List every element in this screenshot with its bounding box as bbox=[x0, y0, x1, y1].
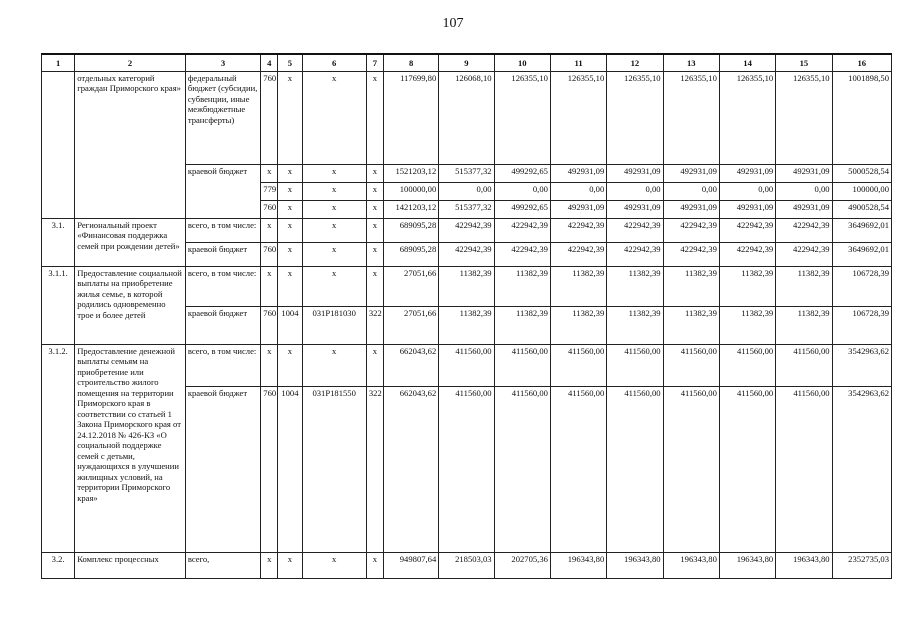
value-cell: 27051,66 bbox=[383, 267, 438, 307]
value-cell: 11382,39 bbox=[550, 307, 606, 345]
value-cell: 126355,10 bbox=[663, 72, 719, 165]
value-cell: 0,00 bbox=[439, 183, 494, 201]
code-cell: 760 bbox=[261, 243, 278, 267]
header-cell: 11 bbox=[550, 54, 606, 72]
code-cell: x bbox=[261, 345, 278, 387]
code-cell: x bbox=[302, 183, 366, 201]
code-cell: x bbox=[366, 183, 383, 201]
header-cell: 9 bbox=[439, 54, 494, 72]
code-cell: x bbox=[278, 201, 302, 219]
header-cell: 10 bbox=[494, 54, 550, 72]
value-cell: 106728,39 bbox=[832, 267, 891, 307]
value-cell: 492931,09 bbox=[663, 201, 719, 219]
table-row bbox=[42, 219, 892, 243]
value-cell: 218503,03 bbox=[439, 553, 494, 579]
value-cell: 422942,39 bbox=[494, 243, 550, 267]
value-cell: 126355,10 bbox=[494, 72, 550, 165]
value-cell: 411560,00 bbox=[663, 387, 719, 553]
code-cell: x bbox=[302, 345, 366, 387]
value-cell: 492931,09 bbox=[719, 165, 775, 183]
value-cell: 196343,80 bbox=[607, 553, 663, 579]
value-cell: 411560,00 bbox=[550, 387, 606, 553]
row-name-cell: Предоставление социальной выплаты на приобретение жилья семье, в которой родились одновременно трое и более детей bbox=[75, 267, 186, 345]
code-cell: x bbox=[302, 267, 366, 307]
table-row bbox=[42, 553, 892, 579]
source-cell: краевой бюджет bbox=[185, 307, 260, 345]
value-cell: 422942,39 bbox=[719, 243, 775, 267]
code-cell: x bbox=[302, 243, 366, 267]
code-cell: x bbox=[278, 183, 302, 201]
row-name-cell: Региональный проект «Финансовая поддержка семей при рождении детей» bbox=[75, 219, 186, 267]
code-cell: x bbox=[261, 553, 278, 579]
value-cell: 492931,09 bbox=[550, 165, 606, 183]
table-row bbox=[42, 267, 892, 307]
header-row bbox=[42, 54, 892, 72]
table-row bbox=[42, 72, 892, 165]
value-cell: 492931,09 bbox=[719, 201, 775, 219]
row-number-cell bbox=[42, 72, 75, 219]
code-cell: x bbox=[366, 553, 383, 579]
header-cell: 5 bbox=[278, 54, 302, 72]
value-cell: 5000528,54 bbox=[832, 165, 891, 183]
header-cell: 13 bbox=[663, 54, 719, 72]
source-cell: всего, в том числе: bbox=[185, 267, 260, 307]
table-row bbox=[42, 345, 892, 387]
value-cell: 1421203,12 bbox=[383, 201, 438, 219]
value-cell: 411560,00 bbox=[719, 345, 775, 387]
code-cell: 760 bbox=[261, 307, 278, 345]
header-cell: 3 bbox=[185, 54, 260, 72]
source-cell: всего, bbox=[185, 553, 260, 579]
value-cell: 492931,09 bbox=[550, 201, 606, 219]
value-cell: 3649692,01 bbox=[832, 219, 891, 243]
code-cell: x bbox=[278, 267, 302, 307]
source-cell: краевой бюджет bbox=[185, 387, 260, 553]
code-cell: x bbox=[278, 345, 302, 387]
value-cell: 422942,39 bbox=[776, 243, 832, 267]
code-cell: x bbox=[278, 553, 302, 579]
header-cell: 7 bbox=[366, 54, 383, 72]
value-cell: 411560,00 bbox=[607, 345, 663, 387]
source-cell: краевой бюджет bbox=[185, 243, 260, 267]
value-cell: 126068,10 bbox=[439, 72, 494, 165]
header-cell: 16 bbox=[832, 54, 891, 72]
value-cell: 3649692,01 bbox=[832, 243, 891, 267]
value-cell: 0,00 bbox=[550, 183, 606, 201]
code-cell: 322 bbox=[366, 307, 383, 345]
value-cell: 11382,39 bbox=[607, 267, 663, 307]
value-cell: 126355,10 bbox=[719, 72, 775, 165]
code-cell: x bbox=[302, 165, 366, 183]
header-cell: 4 bbox=[261, 54, 278, 72]
value-cell: 126355,10 bbox=[776, 72, 832, 165]
value-cell: 11382,39 bbox=[439, 307, 494, 345]
value-cell: 0,00 bbox=[494, 183, 550, 201]
value-cell: 196343,80 bbox=[550, 553, 606, 579]
row-name-cell: Предоставление денежной выплаты семьям на приобретение или строительство жилого помещения на территории Приморского края в соответствии со статьей 1 Закона Приморского края от 24.12.2018 № 426-КЗ «О социальной поддержке семей с детьми, нуждающихся в улучшении жилищных условий, на территории Приморского края» bbox=[75, 345, 186, 553]
value-cell: 492931,09 bbox=[607, 201, 663, 219]
value-cell: 11382,39 bbox=[776, 267, 832, 307]
value-cell: 422942,39 bbox=[550, 219, 606, 243]
value-cell: 515377,32 bbox=[439, 201, 494, 219]
value-cell: 4900528,54 bbox=[832, 201, 891, 219]
code-cell: x bbox=[366, 165, 383, 183]
value-cell: 1521203,12 bbox=[383, 165, 438, 183]
code-cell: x bbox=[261, 219, 278, 243]
code-cell: 322 bbox=[366, 387, 383, 553]
value-cell: 411560,00 bbox=[719, 387, 775, 553]
value-cell: 126355,10 bbox=[607, 72, 663, 165]
code-cell: x bbox=[302, 219, 366, 243]
value-cell: 126355,10 bbox=[550, 72, 606, 165]
value-cell: 11382,39 bbox=[776, 307, 832, 345]
header-cell: 1 bbox=[42, 54, 75, 72]
value-cell: 411560,00 bbox=[494, 345, 550, 387]
value-cell: 422942,39 bbox=[663, 243, 719, 267]
value-cell: 662043,62 bbox=[383, 345, 438, 387]
value-cell: 11382,39 bbox=[719, 267, 775, 307]
value-cell: 689095,28 bbox=[383, 219, 438, 243]
value-cell: 422942,39 bbox=[439, 243, 494, 267]
value-cell: 422942,39 bbox=[663, 219, 719, 243]
row-number-cell: 3.1.2. bbox=[42, 345, 75, 553]
value-cell: 196343,80 bbox=[663, 553, 719, 579]
value-cell: 422942,39 bbox=[607, 219, 663, 243]
source-cell: всего, в том числе: bbox=[185, 345, 260, 387]
value-cell: 492931,09 bbox=[663, 165, 719, 183]
value-cell: 0,00 bbox=[719, 183, 775, 201]
value-cell: 11382,39 bbox=[494, 267, 550, 307]
value-cell: 492931,09 bbox=[776, 201, 832, 219]
code-cell: x bbox=[278, 219, 302, 243]
value-cell: 515377,32 bbox=[439, 165, 494, 183]
code-cell: 1004 bbox=[278, 307, 302, 345]
code-cell: x bbox=[366, 201, 383, 219]
row-number-cell: 3.2. bbox=[42, 553, 75, 579]
value-cell: 11382,39 bbox=[439, 267, 494, 307]
code-cell: x bbox=[278, 243, 302, 267]
code-cell: x bbox=[366, 219, 383, 243]
value-cell: 411560,00 bbox=[663, 345, 719, 387]
value-cell: 100000,00 bbox=[383, 183, 438, 201]
header-cell: 6 bbox=[302, 54, 366, 72]
value-cell: 0,00 bbox=[776, 183, 832, 201]
header-cell: 15 bbox=[776, 54, 832, 72]
value-cell: 411560,00 bbox=[550, 345, 606, 387]
value-cell: 411560,00 bbox=[776, 345, 832, 387]
source-cell: всего, в том числе: bbox=[185, 219, 260, 243]
header-cell: 8 bbox=[383, 54, 438, 72]
value-cell: 411560,00 bbox=[607, 387, 663, 553]
value-cell: 411560,00 bbox=[776, 387, 832, 553]
code-cell: x bbox=[366, 72, 383, 165]
value-cell: 422942,39 bbox=[494, 219, 550, 243]
budget-table bbox=[41, 53, 892, 579]
value-cell: 196343,80 bbox=[776, 553, 832, 579]
value-cell: 0,00 bbox=[663, 183, 719, 201]
value-cell: 422942,39 bbox=[550, 243, 606, 267]
value-cell: 662043,62 bbox=[383, 387, 438, 553]
value-cell: 0,00 bbox=[607, 183, 663, 201]
value-cell: 2352735,03 bbox=[832, 553, 891, 579]
code-cell: 779 bbox=[261, 183, 278, 201]
value-cell: 11382,39 bbox=[494, 307, 550, 345]
value-cell: 411560,00 bbox=[494, 387, 550, 553]
code-cell: 760 bbox=[261, 72, 278, 165]
value-cell: 499292,65 bbox=[494, 201, 550, 219]
value-cell: 196343,80 bbox=[719, 553, 775, 579]
header-cell: 14 bbox=[719, 54, 775, 72]
value-cell: 949807,64 bbox=[383, 553, 438, 579]
row-name-cell: Комплекс процессных bbox=[75, 553, 186, 579]
code-cell: x bbox=[261, 165, 278, 183]
value-cell: 422942,39 bbox=[607, 243, 663, 267]
code-cell: x bbox=[261, 267, 278, 307]
value-cell: 3542963,62 bbox=[832, 387, 891, 553]
value-cell: 411560,00 bbox=[439, 345, 494, 387]
value-cell: 411560,00 bbox=[439, 387, 494, 553]
code-cell: x bbox=[302, 72, 366, 165]
source-cell: федеральный бюджет (субсидии, субвенции, иные межбюджетные трансферты) bbox=[185, 72, 260, 165]
value-cell: 492931,09 bbox=[607, 165, 663, 183]
value-cell: 422942,39 bbox=[776, 219, 832, 243]
code-cell: 031P181030 bbox=[302, 307, 366, 345]
value-cell: 422942,39 bbox=[439, 219, 494, 243]
value-cell: 11382,39 bbox=[550, 267, 606, 307]
header-cell: 2 bbox=[75, 54, 186, 72]
value-cell: 117699,80 bbox=[383, 72, 438, 165]
code-cell: 760 bbox=[261, 201, 278, 219]
page-number: 107 bbox=[442, 16, 464, 31]
code-cell: x bbox=[366, 267, 383, 307]
value-cell: 689095,28 bbox=[383, 243, 438, 267]
value-cell: 202705,36 bbox=[494, 553, 550, 579]
code-cell: 1004 bbox=[278, 387, 302, 553]
value-cell: 1001898,50 bbox=[832, 72, 891, 165]
value-cell: 499292,65 bbox=[494, 165, 550, 183]
value-cell: 422942,39 bbox=[719, 219, 775, 243]
code-cell: 760 bbox=[261, 387, 278, 553]
row-name-cell: отдельных категорий граждан Приморского края» bbox=[75, 72, 186, 219]
value-cell: 100000,00 bbox=[832, 183, 891, 201]
source-cell: краевой бюджет bbox=[185, 165, 260, 219]
code-cell: 031P181550 bbox=[302, 387, 366, 553]
code-cell: x bbox=[302, 201, 366, 219]
value-cell: 3542963,62 bbox=[832, 345, 891, 387]
value-cell: 492931,09 bbox=[776, 165, 832, 183]
value-cell: 27051,66 bbox=[383, 307, 438, 345]
value-cell: 11382,39 bbox=[607, 307, 663, 345]
code-cell: x bbox=[366, 345, 383, 387]
row-number-cell: 3.1.1. bbox=[42, 267, 75, 345]
header-cell: 12 bbox=[607, 54, 663, 72]
value-cell: 106728,39 bbox=[832, 307, 891, 345]
value-cell: 11382,39 bbox=[663, 267, 719, 307]
value-cell: 11382,39 bbox=[719, 307, 775, 345]
code-cell: x bbox=[278, 165, 302, 183]
code-cell: x bbox=[302, 553, 366, 579]
code-cell: x bbox=[278, 72, 302, 165]
value-cell: 11382,39 bbox=[663, 307, 719, 345]
row-number-cell: 3.1. bbox=[42, 219, 75, 267]
code-cell: x bbox=[366, 243, 383, 267]
